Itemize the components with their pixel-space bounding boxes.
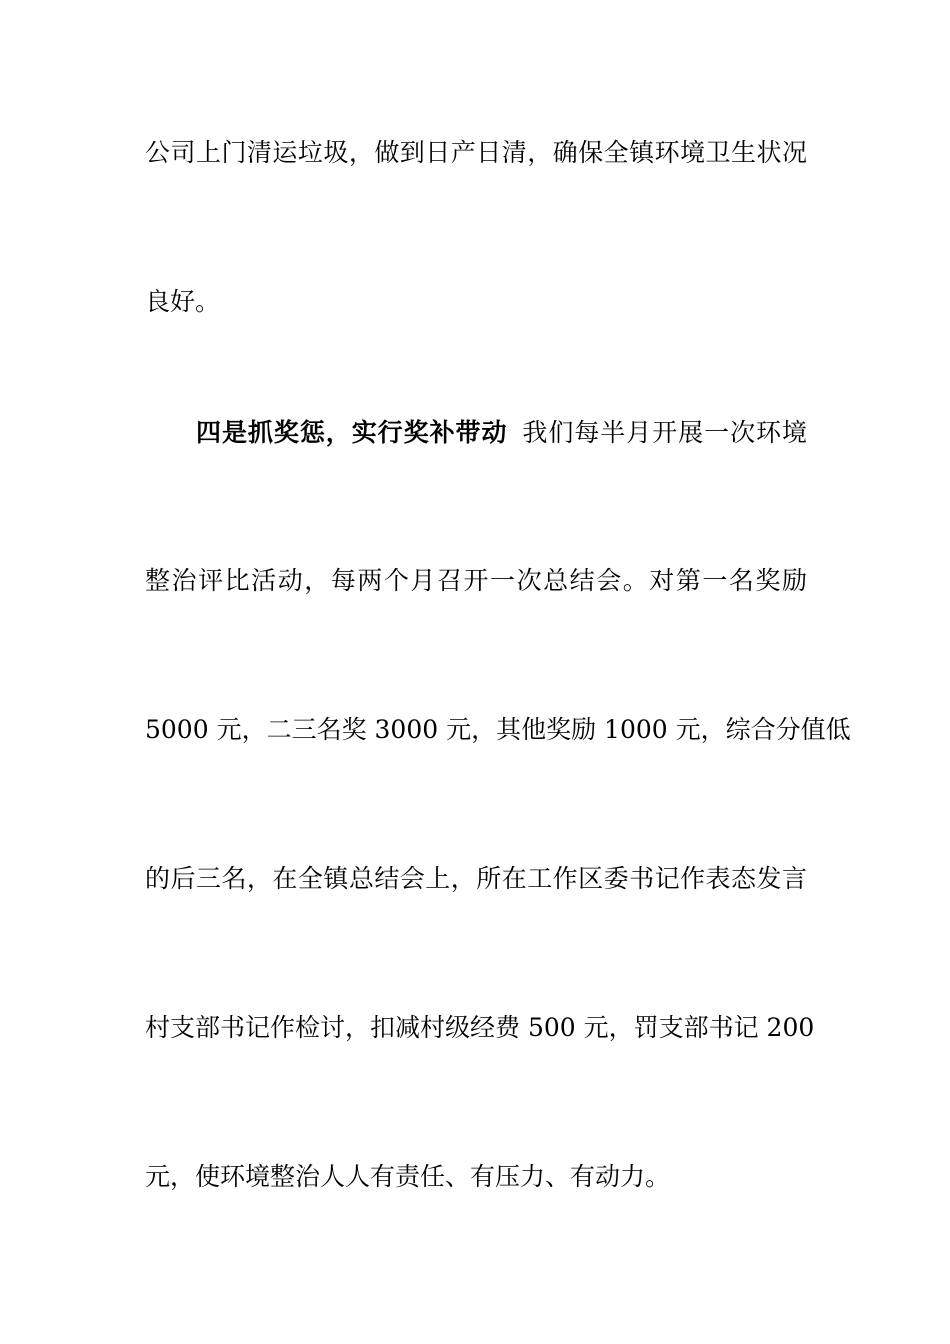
paragraph-line-3 bbox=[196, 418, 807, 448]
paragraph-line-4: 整治评比活动，每两个月召开一次总结会。对第一名奖励 bbox=[145, 566, 807, 595]
paragraph-line-5: 5000 元，二三名奖 3000 元，其他奖励 1000 元，综合分值低 bbox=[145, 715, 851, 744]
paragraph-line-8: 元，使环境整治人人有责任、有压力、有动力。 bbox=[145, 1162, 671, 1191]
section-heading: 四是抓奖惩，实行奖补带动 bbox=[196, 418, 508, 447]
paragraph-line-2: 良好。 bbox=[145, 287, 221, 316]
paragraph-line-3-text: 我们每半月开展一次环境 bbox=[521, 418, 807, 447]
paragraph-line-1: 公司上门清运垃圾，做到日产日清，确保全镇环境卫生状况 bbox=[145, 138, 807, 167]
paragraph-line-7: 村支部书记作检讨，扣减村级经费 500 元，罚支部书记 200 bbox=[145, 1013, 815, 1042]
paragraph-line-6: 的后三名，在全镇总结会上，所在工作区委书记作表态发言 bbox=[145, 864, 807, 893]
